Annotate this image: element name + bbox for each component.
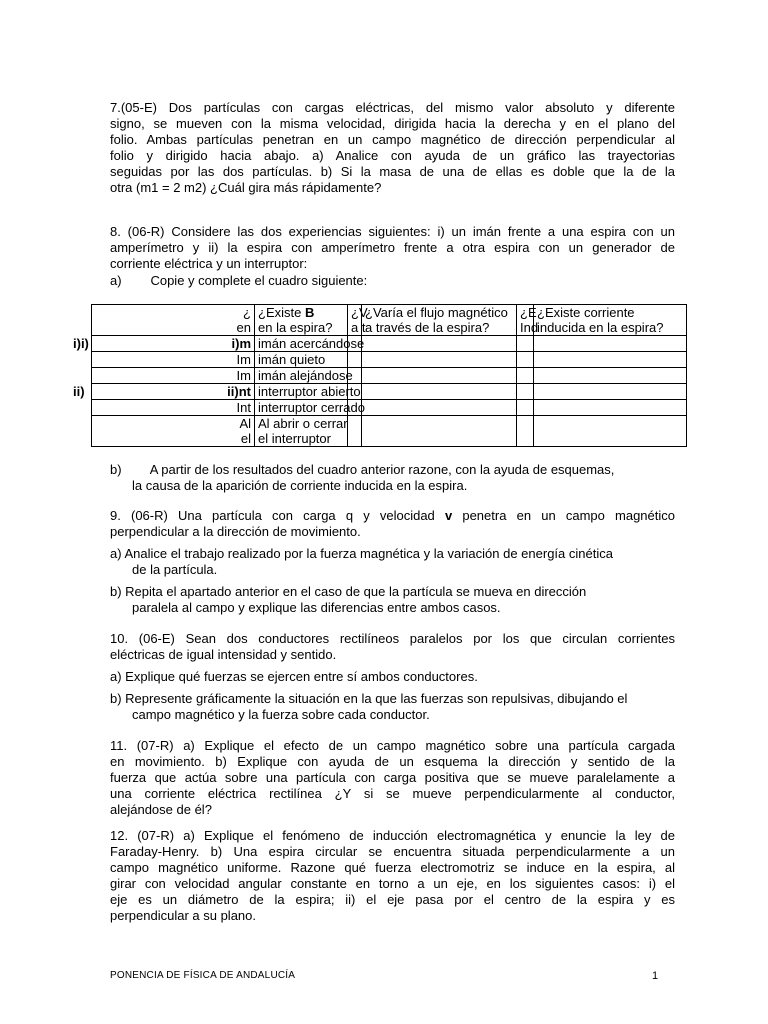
q9-line — [110, 508, 675, 524]
q9-item-b-line: b) Repita el apartado anterior en el caso de que la partícula se mueva en dirección — [110, 584, 587, 599]
table-cell — [362, 336, 517, 352]
table-cell: Im — [92, 352, 255, 368]
q10-line: 10. (06-E) Sean dos conductores rectilíneos paralelos por los que circulan corrientes — [110, 631, 675, 646]
row-group-label-i: i)i) — [73, 336, 89, 351]
table-row — [92, 336, 687, 352]
header-text: ¿Existe — [258, 305, 305, 320]
q8-item-a: a) Copie y complete el cuadro siguiente: — [110, 273, 368, 288]
q11-line: alejándose de él? — [110, 802, 212, 817]
header-text: ¿E — [520, 305, 537, 320]
q9-text: penetra en un campo magnético — [452, 508, 675, 523]
q7-line: 7.(05-E) Dos partículas con cargas eléctricas, del mismo valor absoluto y diferente — [110, 100, 675, 115]
q10-item-b-line: campo magnético y la fuerza sobre cada conductor. — [132, 707, 430, 722]
header-cell — [534, 305, 687, 336]
question-10 — [110, 631, 675, 663]
question-11 — [110, 738, 675, 818]
q7-line: folio y dirigido hacia abajo. a) Analice con ayuda de un gráfico las trayectorias — [110, 148, 675, 163]
row-group-label-ii: ii) — [73, 384, 85, 399]
q12-line: 12. (07-R) a) Explique el fenómeno de inducción electromagnética y enuncie la ley de — [110, 828, 675, 843]
table-cell: imán alejándose — [255, 368, 348, 384]
header-text: a t — [351, 320, 366, 335]
table-cell — [362, 384, 517, 400]
q9-item-b-line: paralela al campo y explique las diferencias entre ambos casos. — [132, 600, 501, 615]
q12-line: perpendicular a su plano. — [110, 908, 256, 923]
table-cell — [517, 384, 534, 400]
q7-line: otra (m1 = 2 m2) ¿Cuál gira más rápidamente? — [110, 180, 382, 195]
header-cell — [362, 305, 517, 336]
q10-item-a: a) Explique qué fuerzas se ejercen entre sí ambos conductores. — [110, 669, 478, 684]
table-cell — [92, 416, 255, 447]
table-row — [92, 368, 687, 384]
table-cell: i)m — [92, 336, 255, 352]
q9-item-b — [110, 584, 675, 616]
q11-line: en movimiento. b) Explique con ayuda de un esquema la dirección y sentido de la — [110, 754, 675, 769]
footer-text: PONENCIA DE FÍSICA DE ANDALUCÍA — [110, 970, 296, 981]
cell-text: Al — [239, 416, 251, 431]
table-cell — [255, 416, 348, 447]
q9-text-bold: v — [444, 508, 453, 523]
table-cell — [362, 400, 517, 416]
q7-line: signo, se mueven con la misma velocidad, dirigida hacia la derecha y en el plano del — [110, 116, 675, 131]
table-cell: imán quieto — [255, 352, 348, 368]
table-cell — [534, 384, 687, 400]
q9-line: perpendicular a la dirección de movimiento. — [110, 524, 361, 539]
table-cell — [534, 336, 687, 352]
header-text: en la espira? — [258, 320, 333, 335]
header-text: en — [236, 320, 251, 335]
q9-item-a-line: a) Analice el trabajo realizado por la fuerza magnética y la variación de energía cinética — [110, 546, 613, 561]
table-row — [92, 352, 687, 368]
table-cell — [534, 416, 687, 447]
header-text: ¿Varía el flujo magnético — [365, 305, 508, 320]
header-text: Ind — [520, 320, 539, 335]
table-cell — [534, 368, 687, 384]
table-cell — [362, 416, 517, 447]
table-header-row — [92, 305, 687, 336]
table-cell: ii)nt — [92, 384, 255, 400]
q7-line: folio. Ambas partículas penetran en un campo magnético de dirección perpendicular al — [110, 132, 675, 147]
q8-line: corriente eléctrica y un interruptor: — [110, 256, 308, 271]
cell-text: el — [240, 431, 251, 446]
q11-line: una corriente eléctrica rectilínea ¿Y si se mueve perpendicularmente al conductor, — [110, 786, 675, 801]
q8-item-b — [110, 462, 675, 494]
question-7 — [110, 100, 675, 196]
q11-line: 11. (07-R) a) Explique el efecto de un campo magnético sobre una partícula cargada — [110, 738, 675, 753]
page-number: 1 — [652, 970, 659, 982]
q8-line: amperímetro y ii) la espira con amperímetro frente a otra espira con un generador de — [110, 240, 675, 255]
header-cell — [92, 305, 255, 336]
header-text-bold: B — [304, 305, 315, 320]
table-cell: Int — [92, 400, 255, 416]
table-cell — [517, 352, 534, 368]
q12-line: eje es un diámetro de la espira; ii) el eje pasa por el centro de la espira y es — [110, 892, 675, 907]
table-cell — [348, 416, 362, 447]
table-cell: interruptor abierto — [255, 384, 348, 400]
table-row — [92, 384, 687, 400]
question-8 — [110, 224, 675, 272]
header-text: inducida en la espira? — [537, 320, 664, 335]
header-text — [258, 305, 344, 320]
header-text: ¿ — [243, 305, 251, 320]
q7-line: seguidas por las dos partículas. b) Si la masa de una de ellas es doble que la de la — [110, 164, 675, 179]
table-cell — [517, 400, 534, 416]
q8-item-b-line: b) A partir de los resultados del cuadro anterior razone, con la ayuda de esquemas, — [110, 462, 615, 477]
table-cell: imán acercándose — [255, 336, 348, 352]
question-12 — [110, 828, 675, 924]
q12-line: girar con velocidad angular constante en torno a un eje, en los siguientes casos: i) el — [110, 876, 675, 891]
q12-line: campo magnético uniforme. Razone qué fuerza electromotriz se induce en la espira, al — [110, 860, 675, 875]
q9-item-a-line: de la partícula. — [132, 562, 218, 577]
q12-line: Faraday-Henry. b) Una espira circular se encuentra situada perpendicularmente a un — [110, 844, 675, 859]
table-cell — [534, 352, 687, 368]
q8-item-b-line: la causa de la aparición de corriente inducida en la espira. — [132, 478, 468, 493]
header-cell — [255, 305, 348, 336]
table-cell — [362, 368, 517, 384]
cell-text: Al abrir o cerrar — [258, 416, 348, 431]
header-text: a través de la espira? — [365, 320, 490, 335]
q10-line: eléctricas de igual intensidad y sentido. — [110, 647, 337, 662]
question-9 — [110, 508, 675, 540]
header-text: ¿Existe corriente — [537, 305, 635, 320]
header-text: ¿V — [351, 305, 368, 320]
q9-item-a — [110, 546, 675, 578]
header-cell — [517, 305, 539, 336]
table-cell — [534, 400, 687, 416]
header-cell — [348, 305, 368, 336]
table-cell — [517, 336, 534, 352]
experience-table — [91, 304, 687, 447]
table-row — [92, 400, 687, 416]
table-cell: interruptor cerrado — [255, 400, 348, 416]
table-cell — [348, 352, 362, 368]
table-row — [92, 416, 687, 447]
table-cell — [362, 352, 517, 368]
table-cell — [517, 416, 534, 447]
q8-line: 8. (06-R) Considere las dos experiencias siguientes: i) un imán frente a una espira con un — [110, 224, 675, 239]
q11-line: fuerza que actúa sobre una partícula con carga positiva que se mueve paralelamente a — [110, 770, 675, 785]
q10-item-b-line: b) Represente gráficamente la situación en la que las fuerzas son repulsivas, dibujando el — [110, 691, 628, 706]
table-cell: Im — [92, 368, 255, 384]
cell-text: el interruptor — [258, 431, 331, 446]
table-cell — [517, 368, 534, 384]
q10-item-b — [110, 691, 675, 723]
q9-text: 9. (06-R) Una partícula con carga q y velocidad — [110, 508, 445, 523]
